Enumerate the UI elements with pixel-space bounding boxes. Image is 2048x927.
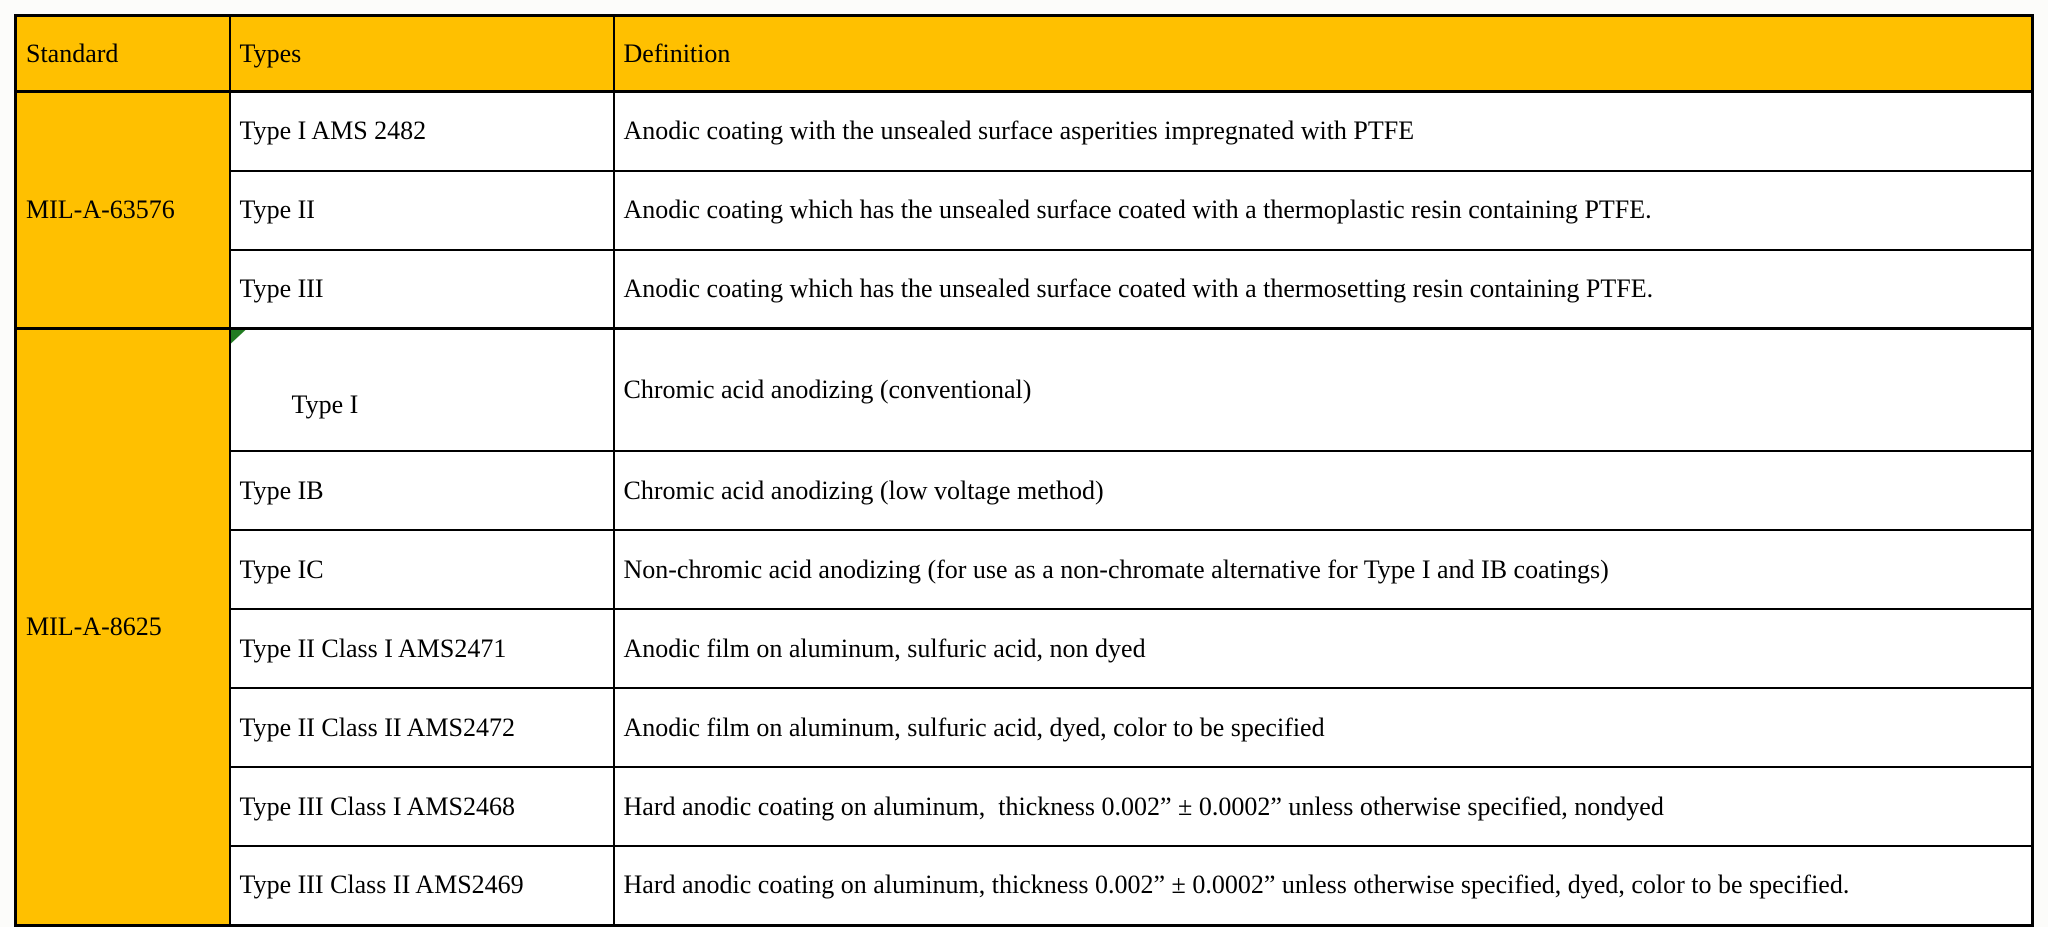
table-row <box>16 767 2033 846</box>
type-cell: Type III <box>230 250 614 329</box>
cell-error-flag-icon <box>231 330 246 344</box>
header-definition: Definition <box>614 16 2033 92</box>
table-row <box>16 846 2033 925</box>
type-cell: Type II Class I AMS2471 <box>230 609 614 688</box>
definition-cell: Chromic acid anodizing (conventional) <box>614 329 2033 452</box>
type-cell: Type II Class II AMS2472 <box>230 688 614 767</box>
type-cell: Type I AMS 2482 <box>230 92 614 171</box>
table-row <box>16 530 2033 609</box>
standard-group-cell-mil-a-63576: MIL-A-63576 <box>16 92 230 329</box>
table-row <box>16 250 2033 329</box>
table-row <box>16 451 2033 530</box>
definition-cell: Anodic coating with the unsealed surface asperities impregnated with PTFE <box>614 92 2033 171</box>
type-cell <box>230 329 614 452</box>
definition-cell: Hard anodic coating on aluminum, thickness 0.002” ± 0.0002” unless otherwise specified, dyed, color to be specified. <box>614 846 2033 925</box>
type-cell-label: Type I <box>291 390 359 419</box>
table-row <box>16 688 2033 767</box>
definition-cell: Chromic acid anodizing (low voltage method) <box>614 451 2033 530</box>
type-cell: Type IB <box>230 451 614 530</box>
standard-group-cell-mil-a-8625: MIL-A-8625 <box>16 329 230 926</box>
definition-cell: Anodic coating which has the unsealed surface coated with a thermosetting resin containing PTFE. <box>614 250 2033 329</box>
definition-cell: Anodic film on aluminum, sulfuric acid, non dyed <box>614 609 2033 688</box>
type-cell: Type III Class I AMS2468 <box>230 767 614 846</box>
table-row <box>16 609 2033 688</box>
type-cell: Type III Class II AMS2469 <box>230 846 614 925</box>
table-row <box>16 171 2033 250</box>
type-cell: Type IC <box>230 530 614 609</box>
header-row <box>16 16 2033 92</box>
definition-cell: Non-chromic acid anodizing (for use as a non-chromate alternative for Type I and IB coatings) <box>614 530 2033 609</box>
header-types: Types <box>230 16 614 92</box>
definition-cell: Anodic coating which has the unsealed surface coated with a thermoplastic resin containing PTFE. <box>614 171 2033 250</box>
table-row <box>16 92 2033 171</box>
anodizing-standards-table <box>14 14 2034 927</box>
header-standard: Standard <box>16 16 230 92</box>
table-row <box>16 329 2033 452</box>
definition-cell: Anodic film on aluminum, sulfuric acid, dyed, color to be specified <box>614 688 2033 767</box>
definition-cell: Hard anodic coating on aluminum, thickness 0.002” ± 0.0002” unless otherwise specified, nondyed <box>614 767 2033 846</box>
type-cell: Type II <box>230 171 614 250</box>
